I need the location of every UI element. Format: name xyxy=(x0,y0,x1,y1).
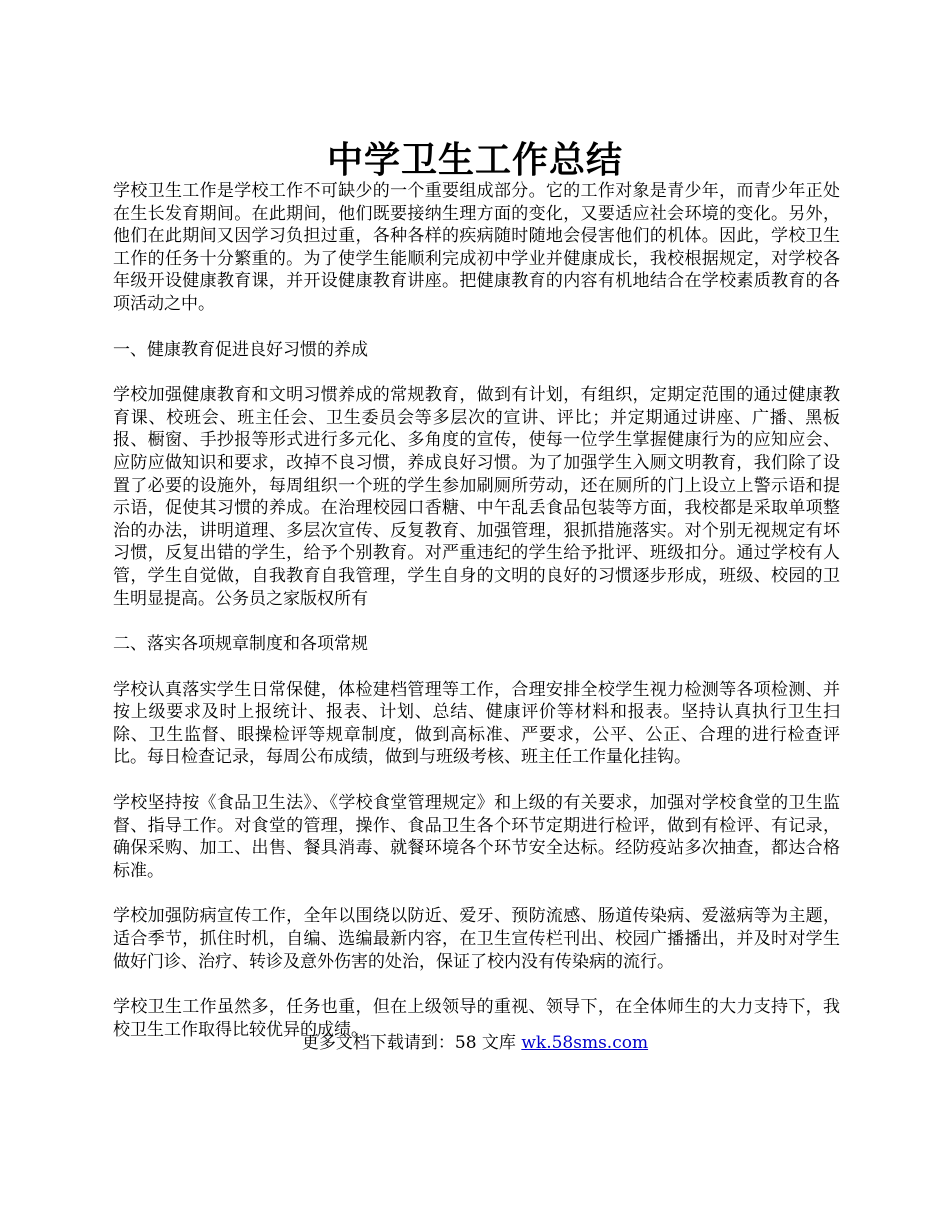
document-title: 中学卫生工作总结 xyxy=(326,139,623,182)
conclusion-paragraph: 学校卫生工作虽然多，任务也重，但在上级领导的重视、领导下，在全体师生的大力支持下，我校卫生工作取得比较优异的成绩。 xyxy=(113,997,840,1040)
section-2-paragraph-3: 学校加强防病宣传工作，全年以围绕以防近、爱牙、预防流感、肠道传染病、爱滋病等为主题，适合季节，抓住时机，自编、选编最新内容，在卫生宣传栏刊出、校园广播播出，并及时对学生做好门诊、治疗、转诊及意外伤害的处治，保证了校内没有传染病的流行。 xyxy=(113,906,840,972)
section-1-paragraph: 学校加强健康教育和文明习惯养成的常规教育，做到有计划，有组织，定期定范围的通过健康教育课、校班会、班主任会、卫生委员会等多层次的宣讲、评比；并定期通过讲座、广播、黑板报、橱窗、手抄报等形式进行多元化、多角度的宣传，使每一位学生掌握健康行为的应知应会、应防应做知识和要求，改掉不良习惯，养成良好习惯。为了加强学生入厕文明教育，我们除了设置了必要的设施外，每周组织一个班的学生参加刷厕所劳动，还在厕所的门上设立上警示语和提示语，促使其习惯的养成。在治理校园口香糖、中午乱丢食品包装等方面，我校都是采取单项整治的办法，讲明道理、多层次宣传、反复教育、加强管理，狠抓措施落实。对个别无视规定有坏习惯，反复出错的学生，给予个别教育。对严重违纪的学生给予批评、班级扣分。通过学校有人管，学生自觉做，自我教育自我管理，学生自身的文明的良好的习惯逐步形成，班级、校园的卫生明显提高。公务员之家版权所有 xyxy=(113,385,840,609)
section-1-heading: 一、健康教育促进良好习惯的养成 xyxy=(113,339,368,360)
document-body xyxy=(113,180,840,1064)
section-2-heading: 二、落实各项规章制度和各项常规 xyxy=(113,634,368,655)
footer xyxy=(0,1031,950,1055)
section-2-paragraph-2: 学校坚持按《食品卫生法》、《学校食堂管理规定》和上级的有关要求，加强对学校食堂的卫生监督、指导工作。对食堂的管理，操作、食品卫生各个环节定期进行检评，做到有检评、有记录，确保采购、加工、出售、餐具消毒、就餐环境各个环节安全达标。经防疫站多次抽查，都达合格标准。 xyxy=(113,793,840,881)
footer-text: 更多文档下载请到：58 文库 xyxy=(301,1033,522,1053)
footer-link[interactable]: wk.58sms.com xyxy=(521,1033,649,1053)
intro-paragraph: 学校卫生工作是学校工作不可缺少的一个重要组成部分。它的工作对象是青少年，而青少年正处在生长发育期间。在此期间，他们既要接纳生理方面的变化，又要适应社会环境的变化。另外，他们在此期间又因学习负担过重，各种各样的疾病随时随地会侵害他们的机体。因此，学校卫生工作的任务十分繁重的。为了使学生能顺利完成初中学业并健康成长，我校根据规定，对学校各年级开设健康教育课，并开设健康教育讲座。把健康教育的内容有机地结合在学校素质教育的各项活动之中。 xyxy=(113,181,840,314)
section-2-paragraph-1: 学校认真落实学生日常保健，体检建档管理等工作，合理安排全校学生视力检测等各项检测、并按上级要求及时上报统计、报表、计划、总结、健康评价等材料和报表。坚持认真执行卫生扫除、卫生监督、眼操检评等规章制度，做到高标准、严要求，公平、公正、合理的进行检查评比。每日检查记录，每周公布成绩，做到与班级考核、班主任工作量化挂钩。 xyxy=(113,679,840,768)
